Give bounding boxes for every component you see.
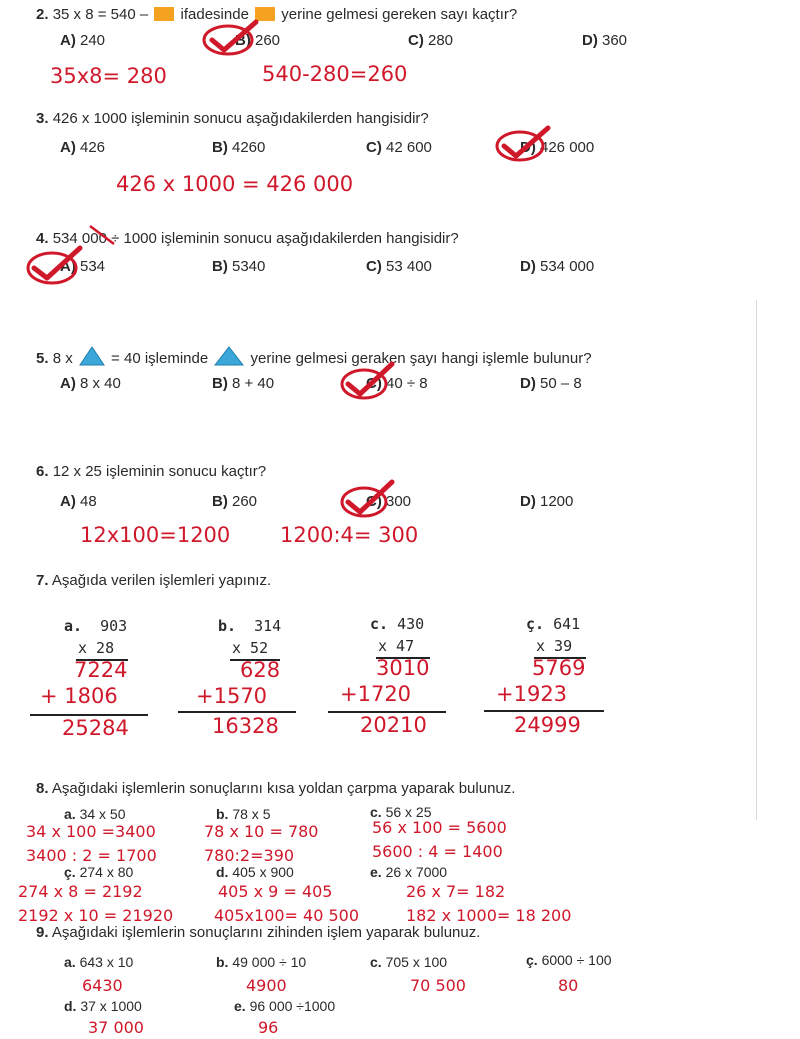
option-b[interactable]: B) 260 xyxy=(235,32,281,49)
handwritten-work: 426 x 1000 = 426 000 xyxy=(116,172,354,196)
question-text: 35 x 8 = 540 – xyxy=(52,6,149,23)
option-d[interactable]: D) 360 xyxy=(582,32,628,49)
handwritten-work: 2192 x 10 = 21920 xyxy=(18,906,174,925)
question-8-stem: 8. Aşağıdaki işlemlerin sonuçlarını kısa yoldan çarpma yaparak bulunuz. xyxy=(36,780,516,797)
option-c[interactable]: C) 40 ÷ 8 xyxy=(366,375,428,392)
handwritten-work: 3400 : 2 = 1700 xyxy=(26,846,157,865)
partial-product: 5769 xyxy=(532,656,586,680)
struck-zeros: 000 xyxy=(81,230,107,247)
check-mark-icon xyxy=(200,18,264,58)
partial-product: +1923 xyxy=(496,682,568,706)
exercise-label: a. 34 x 50 xyxy=(64,806,126,822)
handwritten-answer: 4900 xyxy=(246,976,287,995)
option-b[interactable]: B) 8 + 40 xyxy=(212,375,275,392)
product-result: 16328 xyxy=(212,714,279,738)
partial-product: + 1806 xyxy=(40,684,118,708)
handwritten-work: 26 x 7= 182 xyxy=(406,882,506,901)
product-result: 25284 xyxy=(62,716,129,740)
question-9-stem: 9. Aşağıdaki işlemlerin sonuçlarını zihinden işlem yaparak bulunuz. xyxy=(36,924,481,941)
handwritten-work: 5600 : 4 = 1400 xyxy=(372,842,503,861)
handwritten-work: 182 x 1000= 18 200 xyxy=(406,906,572,925)
handwritten-answer: 6430 xyxy=(82,976,123,995)
partial-product: +1720 xyxy=(340,682,412,706)
option-a[interactable]: A) 8 x 40 xyxy=(60,375,121,392)
option-b[interactable]: B) 4260 xyxy=(212,139,266,156)
exercise-label: ç. 6000 ÷ 100 xyxy=(526,952,612,968)
question-3-stem: 3. 426 x 1000 işleminin sonucu aşağıdakilerden hangisidir? xyxy=(36,110,429,127)
check-mark-icon xyxy=(336,360,400,402)
check-mark-icon xyxy=(338,478,402,520)
partial-product: 7224 xyxy=(74,658,128,682)
exercise-label: e. 26 x 7000 xyxy=(370,864,448,880)
handwritten-work: 12x100=1200 xyxy=(80,523,231,547)
handwritten-work: 405 x 9 = 405 xyxy=(218,882,333,901)
check-mark-icon xyxy=(494,124,558,164)
mult-multiplier: x 52 xyxy=(232,639,269,657)
option-a[interactable]: A) 48 xyxy=(60,493,97,510)
handwritten-work: 34 x 100 =3400 xyxy=(26,822,156,841)
handwritten-work: 78 x 10 = 780 xyxy=(204,822,319,841)
exercise-label: e. 96 000 ÷1000 xyxy=(234,998,336,1014)
mult-multiplier: x 28 xyxy=(78,639,115,657)
handwritten-work: 35x8= 280 xyxy=(50,64,167,88)
exercise-label: b. 78 x 5 xyxy=(216,806,271,822)
option-c[interactable]: C) 53 400 xyxy=(366,258,432,275)
option-a[interactable]: A) 240 xyxy=(60,32,106,49)
option-a[interactable]: A) 534 xyxy=(60,258,106,275)
question-text: ifadesinde xyxy=(180,6,249,23)
product-result: 24999 xyxy=(514,713,581,737)
question-6-stem: 6. 12 x 25 işleminin sonucu kaçtır? xyxy=(36,463,267,480)
underline xyxy=(178,711,296,713)
handwritten-answer: 80 xyxy=(558,976,579,995)
question-4-stem: 4. 534 000 ÷ 1000 işleminin sonucu aşağıdakilerden hangisidir? xyxy=(36,230,459,247)
handwritten-work: 274 x 8 = 2192 xyxy=(18,882,143,901)
check-mark-icon xyxy=(22,244,86,286)
option-c[interactable]: C) 280 xyxy=(408,32,454,49)
exercise-label: a. 643 x 10 xyxy=(64,954,134,970)
partial-product: 3010 xyxy=(376,656,430,680)
question-7-stem: 7. Aşağıda verilen işlemleri yapınız. xyxy=(36,572,272,589)
mult-multiplier: x 39 xyxy=(536,637,573,655)
option-c[interactable]: C) 42 600 xyxy=(366,139,432,156)
exercise-label: ç. 274 x 80 xyxy=(64,864,134,880)
handwritten-work: 540-280=260 xyxy=(262,62,408,86)
underline xyxy=(484,710,604,712)
question-number: 2. xyxy=(36,6,49,23)
option-b[interactable]: B) 5340 xyxy=(212,258,266,275)
option-d[interactable]: D) 50 – 8 xyxy=(520,375,582,392)
exercise-label: d. 405 x 900 xyxy=(216,864,294,880)
orange-box-placeholder xyxy=(154,7,174,21)
blue-triangle-icon xyxy=(79,346,105,366)
mult-label: a. 903 xyxy=(64,617,128,635)
exercise-label: b. 49 000 ÷ 10 xyxy=(216,954,307,970)
exercise-label: c. 56 x 25 xyxy=(370,804,432,820)
option-d[interactable]: D) 1200 xyxy=(520,493,574,510)
handwritten-answer: 70 500 xyxy=(410,976,466,995)
mult-label: b. 314 xyxy=(218,617,282,635)
mult-multiplier: x 47 xyxy=(378,637,415,655)
blue-triangle-icon xyxy=(214,346,244,366)
mult-label: ç. 641 xyxy=(526,615,581,633)
strike-through-mark xyxy=(86,222,120,248)
question-text: yerine gelmesi gereken sayı kaçtır? xyxy=(281,6,518,23)
question-2-stem xyxy=(36,6,517,23)
partial-product: 628 xyxy=(240,658,281,682)
handwritten-work: 405x100= 40 500 xyxy=(214,906,360,925)
handwritten-work: 1200:4= 300 xyxy=(280,523,419,547)
handwritten-answer: 96 xyxy=(258,1018,279,1037)
partial-product: +1570 xyxy=(196,684,268,708)
exercise-label: c. 705 x 100 xyxy=(370,954,448,970)
handwritten-answer: 37 000 xyxy=(88,1018,144,1037)
handwritten-work: 56 x 100 = 5600 xyxy=(372,818,507,837)
handwritten-work: 780:2=390 xyxy=(204,846,295,865)
product-result: 20210 xyxy=(360,713,427,737)
exercise-label: d. 37 x 1000 xyxy=(64,998,142,1014)
option-d[interactable]: D) 534 000 xyxy=(520,258,595,275)
option-c[interactable]: C) 300 xyxy=(366,493,412,510)
option-d[interactable]: D) 426 000 xyxy=(520,139,595,156)
mult-label: c. 430 xyxy=(370,615,425,633)
option-b[interactable]: B) 260 xyxy=(212,493,258,510)
page-edge-shadow xyxy=(756,300,757,820)
question-5-stem: 5. 8 x = 40 işleminde yerine gelmesi geraken şayı hangi işlemle bulunur? xyxy=(36,346,592,367)
option-a[interactable]: A) 426 xyxy=(60,139,106,156)
